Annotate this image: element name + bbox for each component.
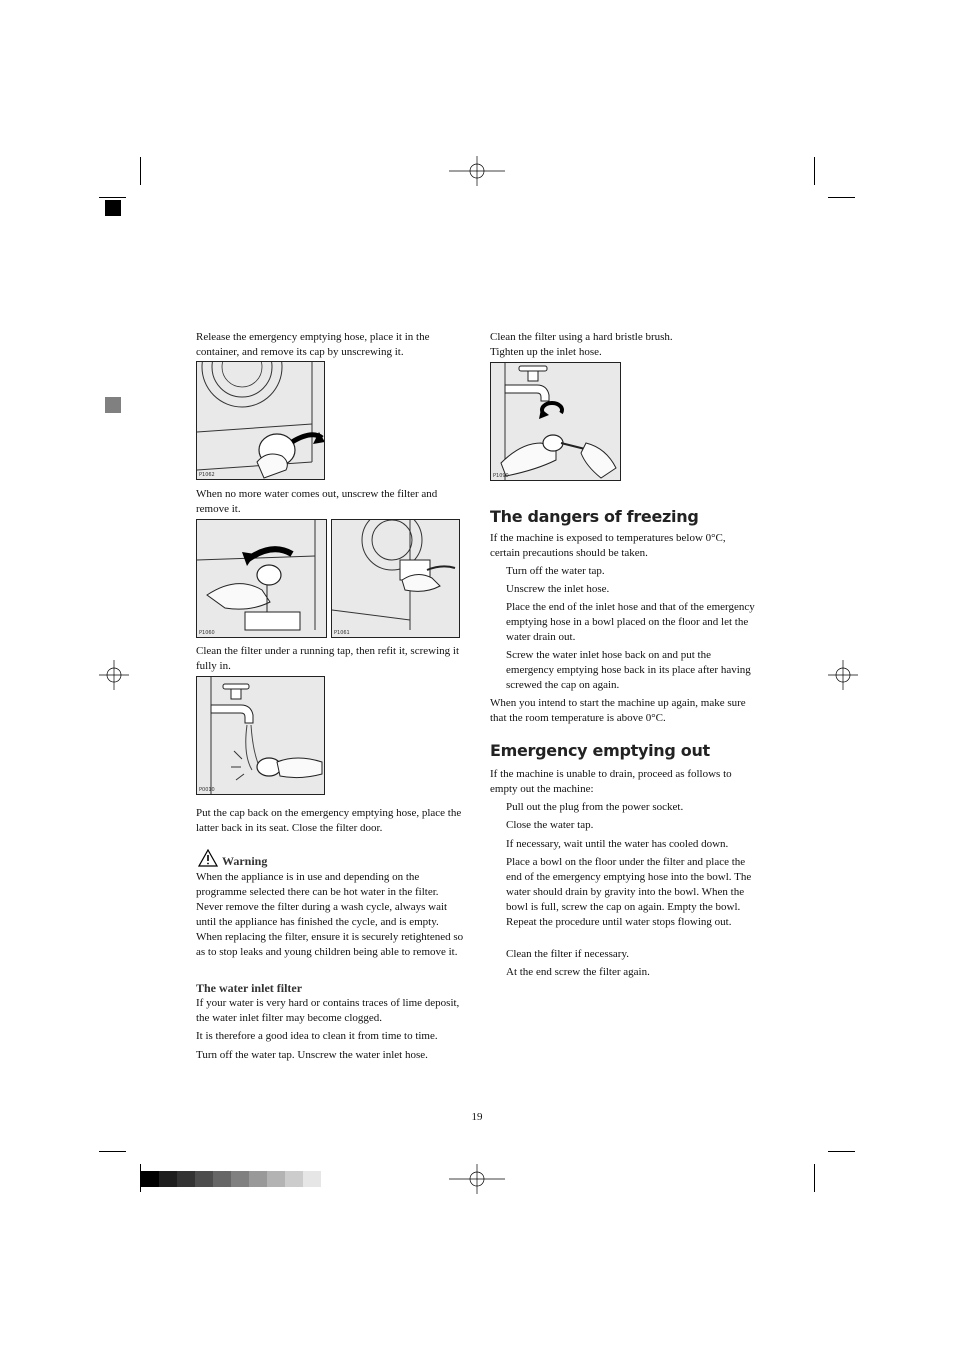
figure-code: P0010 [199,787,215,793]
list-item: Unscrew the inlet hose. [506,583,610,595]
color-swatch [195,1171,213,1187]
list-item: Clean the filter if necessary. [506,948,629,960]
warning-triangle-icon [198,849,218,867]
figure-filter-removed [331,519,460,638]
step-unscrew-filter-text: When no more water comes out, unscrew the filter and remove it. [196,488,438,515]
freezing-outro: When you intend to start the machine up again, make sure that the room temperature is above 0°C. [490,697,746,724]
registration-crosshair-icon [449,1164,505,1194]
registration-crosshair-icon [99,660,129,690]
registration-crosshair-icon [449,156,505,186]
list-item: If necessary, wait until the water has cooled down. [506,838,729,850]
list-item: Place the end of the inlet hose and that of the emergency emptying hose in a bowl placed on the floor and let the water drain out. [506,601,755,643]
inlet-paragraph-1: If your water is very hard or contains traces of lime deposit, the water inlet filter may become clogged. [196,997,460,1024]
water-inlet-filter-title: The water inlet filter [196,981,303,995]
color-swatch [303,1171,321,1187]
page-number: 19 [471,1111,483,1123]
warning-heading [196,849,464,867]
inlet-paragraph-3: Turn off the water tap. Unscrew the water inlet hose. [196,1049,428,1061]
list-item: At the end screw the filter again. [506,966,650,978]
step-clean-filter-text: Clean the filter under a running tap, then refit it, screwing it fully in. [196,645,460,672]
warning-title: Warning [222,854,268,868]
figure-code: P1060 [199,630,215,636]
color-swatch [249,1171,267,1187]
list-item: Pull out the plug from the power socket. [506,801,684,813]
list-item: Turn off the water tap. [506,565,605,577]
clean-brush-text: Clean the filter using a hard bristle brush. [490,331,673,343]
figure-brush-filter [490,362,621,481]
color-swatch [177,1171,195,1187]
tighten-hose-text: Tighten up the inlet hose. [490,346,602,358]
figure-code: P1090 [493,473,509,479]
color-swatch [285,1171,303,1187]
color-bar [141,1171,323,1187]
list-item: Close the water tap. [506,819,594,831]
step-release-hose-text: Release the emergency emptying hose, place it in the container, and remove its cap by unscrewing it. [196,331,430,358]
color-swatch [159,1171,177,1187]
figure-unscrew-filter [196,519,327,638]
list-item: Screw the water inlet hose back on and put the emergency emptying hose back in its place after having screwed the cap on again. [506,649,751,691]
gray-square-marker [105,397,121,413]
figure-code: P1062 [199,472,215,478]
black-square-marker [105,200,121,216]
color-swatch [231,1171,249,1187]
freezing-intro: If the machine is exposed to temperatures below 0°C, certain precautions should be taken. [490,532,726,559]
freezing-section-title: The dangers of freezing [490,507,699,526]
list-item: Place a bowl on the floor under the filter and place the end of the emergency emptying hose into the bowl. The water should drain by gravity into the bowl. When the bowl is full, screw the cap on again. Empty the bowl. Repeat the procedure until water stops flowing out. [506,856,752,928]
step-replace-cap-text: Put the cap back on the emergency emptying hose, place the latter back in its seat. Close the filter door. [196,807,462,834]
warning-text: When the appliance is in use and depending on the programme selected there can be hot water in the filter. Never remove the filter during a wash cycle, always wait until the appliance has finished the cycle, and is empty. When replacing the filter, ensure it is securely retightened so as to stop leaks and young children being able to remove it. [196,871,464,958]
color-swatch [141,1171,159,1187]
figure-rinse-filter [196,676,325,795]
emergency-section-title: Emergency emptying out [490,741,710,760]
figure-code: P1061 [334,630,350,636]
inlet-paragraph-2: It is therefore a good idea to clean it from time to time. [196,1030,438,1042]
registration-crosshair-icon [828,660,858,690]
emergency-intro: If the machine is unable to drain, proceed as follows to empty out the machine: [490,768,732,795]
color-swatch [213,1171,231,1187]
figure-release-hose [196,361,325,480]
color-swatch [267,1171,285,1187]
